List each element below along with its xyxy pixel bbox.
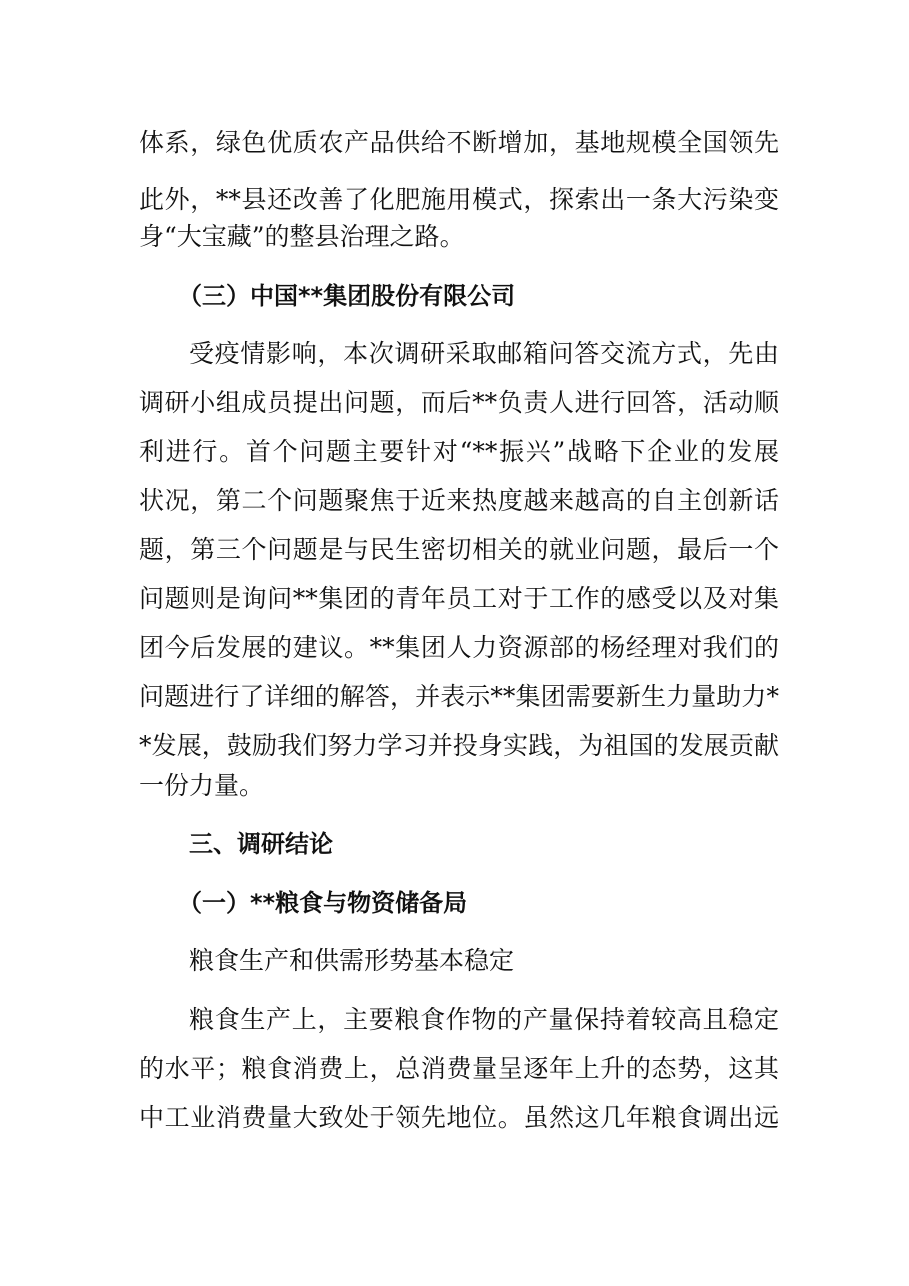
chapter-heading-3: 三、调研结论 [189,830,333,858]
para1-line-2: 此外，**县还改善了化肥施用模式，探索出一条大污染变 [139,185,779,214]
para2-line-7: 团今后发展的建议。**集团人力资源部的杨经理对我们的 [139,633,779,662]
para2-line-3: 利进行。首个问题主要针对“**振兴”战略下企业的发展 [139,437,779,466]
para2-line-1: 受疫情影响，本次调研采取邮箱问答交流方式，先由 [189,339,779,368]
para2-line-8: 问题进行了详细的解答，并表示**集团需要新生力量助力* [139,682,779,711]
para4-line-2: 的水平；粮食消费上，总消费量呈逐年上升的态势，这其 [139,1054,779,1083]
section-heading-3: （三）中国**集团股份有限公司 [178,282,516,310]
section-heading-1: （一）**粮食与物资储备局 [178,889,468,917]
para2-line-4: 状况，第二个问题聚焦于近来热度越来越高的自主创新话 [139,486,779,515]
para2-line-9: *发展，鼓励我们努力学习并投身实践，为祖国的发展贡献 [139,731,779,760]
para2-line-5: 题，第三个问题是与民生密切相关的就业问题，最后一个 [139,535,779,564]
para4-line-3: 中工业消费量大致处于领先地位。虽然这几年粮食调出远 [139,1103,779,1132]
para1-line-1: 体系，绿色优质农产品供给不断增加，基地规模全国领先 [139,128,779,157]
para2-line-6: 问题则是询问**集团的青年员工对于工作的感受以及对集 [139,584,779,613]
para2-line-2: 调研小组成员提出问题，而后**负责人进行回答，活动顺 [139,388,779,417]
para4-line-1: 粮食生产上，主要粮食作物的产量保持着较高且稳定 [189,1005,779,1034]
para3-line-1: 粮食生产和供需形势基本稳定 [189,946,515,975]
para2-line-10: 一份力量。 [139,771,265,800]
para1-line-3: 身“大宝藏”的整县治理之路。 [139,222,465,251]
